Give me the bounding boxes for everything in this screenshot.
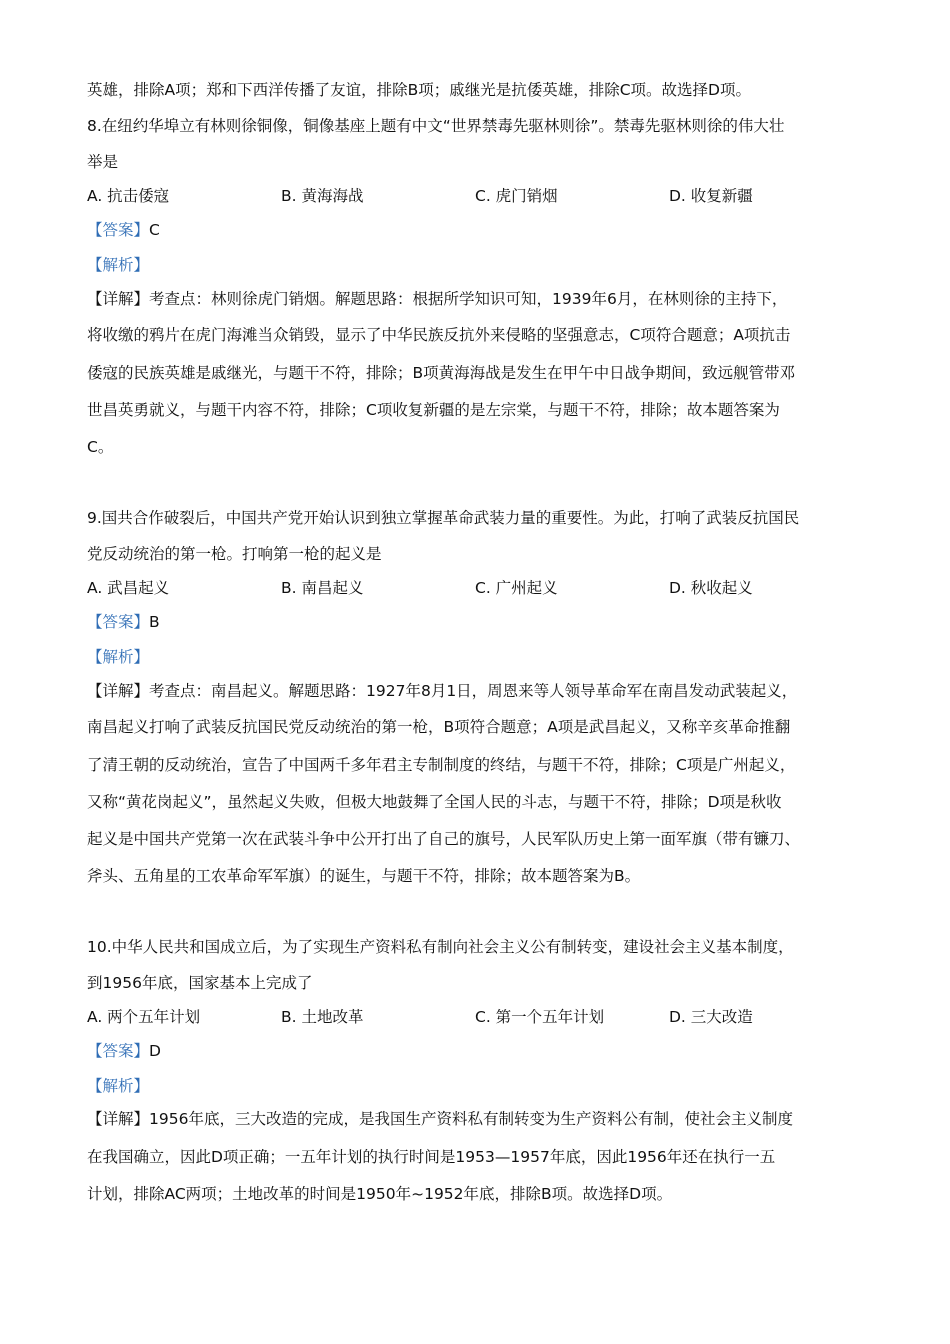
question-stem-line: 9.国共合作破裂后，中国共产党开始认识到独立掌握革命武装力量的重要性。为此，打响了武装反抗国民 <box>87 509 800 527</box>
answer-label: 【答案】 <box>87 1042 150 1060</box>
option-d: D. 三大改造 <box>669 1008 753 1026</box>
question-stem-line: 举是 <box>87 153 119 171</box>
answer-value: B <box>149 613 160 631</box>
answer-line <box>87 611 160 633</box>
answer-label: 【答案】 <box>87 221 150 239</box>
option-d: D. 秋收起义 <box>669 579 753 597</box>
detail-text: 了清王朝的反动统治，宣告了中国两千多年君主专制制度的终结，与题干不符，排除；C项是广州起义， <box>87 756 796 774</box>
detail-text: 计划，排除AC两项；土地改革的时间是1950年~1952年底，排除B项。故选择D项。 <box>87 1185 673 1203</box>
detail-text: 又称“黄花岗起义”，虽然起义失败，但极大地鼓舞了全国人民的斗志，与题干不符，排除；D项是秋收 <box>87 793 782 811</box>
detail-label: 【详解】 <box>87 1110 150 1128</box>
detail-text: 考查点：南昌起义。解题思路：1927年8月1日，周恩来等人领导革命军在南昌发动武装起义， <box>149 682 798 700</box>
option-a: A. 武昌起义 <box>87 579 170 597</box>
detail-label: 【详解】 <box>87 290 150 308</box>
option-a: A. 抗击倭寇 <box>87 187 170 205</box>
detail-text: 考查点：林则徐虎门销烟。解题思路：根据所学知识可知，1939年6月，在林则徐的主持下， <box>149 290 788 308</box>
detail-line <box>87 288 787 310</box>
detail-text: 倭寇的民族英雄是戚继光，与题干不符，排除；B项黄海海战是发生在甲午中日战争期间，致远舰管带邓 <box>87 364 796 382</box>
question-stem-line: 8.在纽约华埠立有林则徐铜像，铜像基座上题有中文“世界禁毒先驱林则徐”。禁毒先驱林则徐的伟大壮 <box>87 117 785 135</box>
detail-line <box>87 1108 793 1130</box>
question-stem-line: 到1956年底，国家基本上完成了 <box>87 974 313 992</box>
answer-value: C <box>149 221 160 239</box>
detail-label: 【详解】 <box>87 682 150 700</box>
question-stem-line: 10.中华人民共和国成立后，为了实现生产资料私有制向社会主义公有制转变，建设社会主义基本制度， <box>87 938 794 956</box>
detail-text: 南昌起义打响了武装反抗国民党反动统治的第一枪，B项符合题意；A项是武昌起义，又称辛亥革命推翻 <box>87 718 791 736</box>
answer-label: 【答案】 <box>87 613 150 631</box>
detail-text: 起义是中国共产党第一次在武装斗争中公开打出了自己的旗号，人民军队历史上第一面军旗（带有镰刀、 <box>87 830 801 848</box>
option-b: B. 土地改革 <box>281 1008 364 1026</box>
option-a: A. 两个五年计划 <box>87 1008 201 1026</box>
option-c: C. 广州起义 <box>475 579 558 597</box>
analysis-label: 【解析】 <box>87 1077 150 1095</box>
answer-value: D <box>149 1042 161 1060</box>
option-c: C. 第一个五年计划 <box>475 1008 605 1026</box>
option-b: B. 南昌起义 <box>281 579 364 597</box>
answer-line <box>87 1040 161 1062</box>
option-c: C. 虎门销烟 <box>475 187 558 205</box>
continuation-text: 英雄，排除A项；郑和下西洋传播了友谊，排除B项；戚继光是抗倭英雄，排除C项。故选择D项。 <box>87 81 751 99</box>
detail-text: 将收缴的鸦片在虎门海滩当众销毁，显示了中华民族反抗外来侵略的坚强意志，C项符合题意；A项抗击 <box>87 326 791 344</box>
detail-text: 斧头、五角星的工农革命军军旗）的诞生，与题干不符，排除；故本题答案为B。 <box>87 867 641 885</box>
detail-text: 在我国确立，因此D项正确；一五年计划的执行时间是1953—1957年底，因此1956年还在执行一五 <box>87 1148 776 1166</box>
detail-text: 1956年底，三大改造的完成，是我国生产资料私有制转变为生产资料公有制，使社会主义制度 <box>149 1110 793 1128</box>
answer-line <box>87 219 160 241</box>
question-stem-line: 党反动统治的第一枪。打响第一枪的起义是 <box>87 545 382 563</box>
option-d: D. 收复新疆 <box>669 187 753 205</box>
option-b: B. 黄海海战 <box>281 187 364 205</box>
detail-text: C。 <box>87 438 114 456</box>
analysis-label: 【解析】 <box>87 256 150 274</box>
detail-line <box>87 680 797 702</box>
detail-text: 世昌英勇就义，与题干内容不符，排除；C项收复新疆的是左宗棠，与题干不符，排除；故本题答案为 <box>87 401 780 419</box>
analysis-label: 【解析】 <box>87 648 150 666</box>
